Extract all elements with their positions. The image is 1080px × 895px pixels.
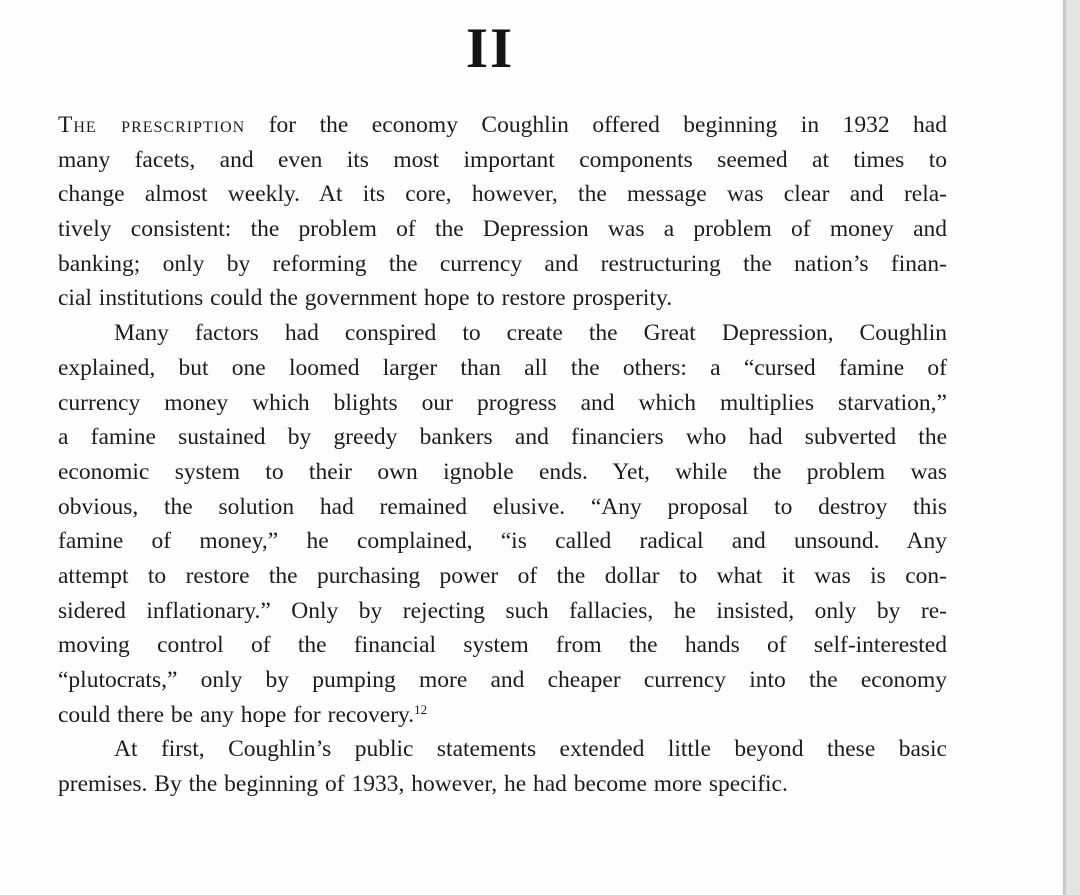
text-line: attempt to restore the purchasing power of the dollar to what it was is con- <box>58 562 947 589</box>
text-line: sidered inflationary.” Only by rejecting such fallacies, he insisted, only by re- <box>58 597 947 624</box>
text-line: “plutocrats,” only by pumping more and cheaper currency into the economy <box>58 667 947 693</box>
text-line-rest: for the economy Coughlin offered beginning in 1932 had <box>268 112 947 138</box>
text-line: a famine sustained by greedy bankers and financiers who had subverted the <box>58 424 947 451</box>
text-line: obvious, the solution had remained elusive. “Any proposal to destroy this <box>58 493 947 520</box>
text-line: explained, but one loomed larger than all the others: a “cursed famine of <box>58 354 947 381</box>
text-line: Many factors had conspired to create the Great Depression, Coughlin <box>114 320 947 347</box>
right-scrollbar-track[interactable] <box>1063 0 1080 895</box>
text-line: At first, Coughlin’s public statements extended little beyond these basic <box>114 736 947 763</box>
text-line: many facets, and even its most important components seemed at times to <box>58 146 947 173</box>
text-line: economic system to their own ignoble ends. Yet, while the problem was <box>58 458 947 485</box>
section-heading: II <box>465 17 515 80</box>
text-block <box>58 108 947 802</box>
text-line <box>58 108 947 143</box>
text-line: currency money which blights our progress and which multiplies starvation,” <box>58 389 947 416</box>
text-line: famine of money,” he complained, “is called radical and unsound. Any <box>58 528 947 555</box>
text-line: tively consistent: the problem of the Depression was a problem of money and <box>58 216 947 243</box>
text-line <box>58 698 947 733</box>
text-line: banking; only by reforming the currency and restructuring the nation’s finan- <box>58 250 947 277</box>
text-line: moving control of the financial system from the hands of self-interested <box>58 632 947 659</box>
text-line: premises. By the beginning of 1933, however, he had become more specific. <box>58 771 788 798</box>
footnote-reference: 12 <box>414 701 428 717</box>
paragraph-lead-smallcaps: The prescription <box>58 112 246 138</box>
text-line: cial institutions could the government hope to restore prosperity. <box>58 285 673 312</box>
text-line: change almost weekly. At its core, however, the message was clear and rela- <box>58 181 947 208</box>
text-line-body: could there be any hope for recovery. <box>58 701 415 728</box>
